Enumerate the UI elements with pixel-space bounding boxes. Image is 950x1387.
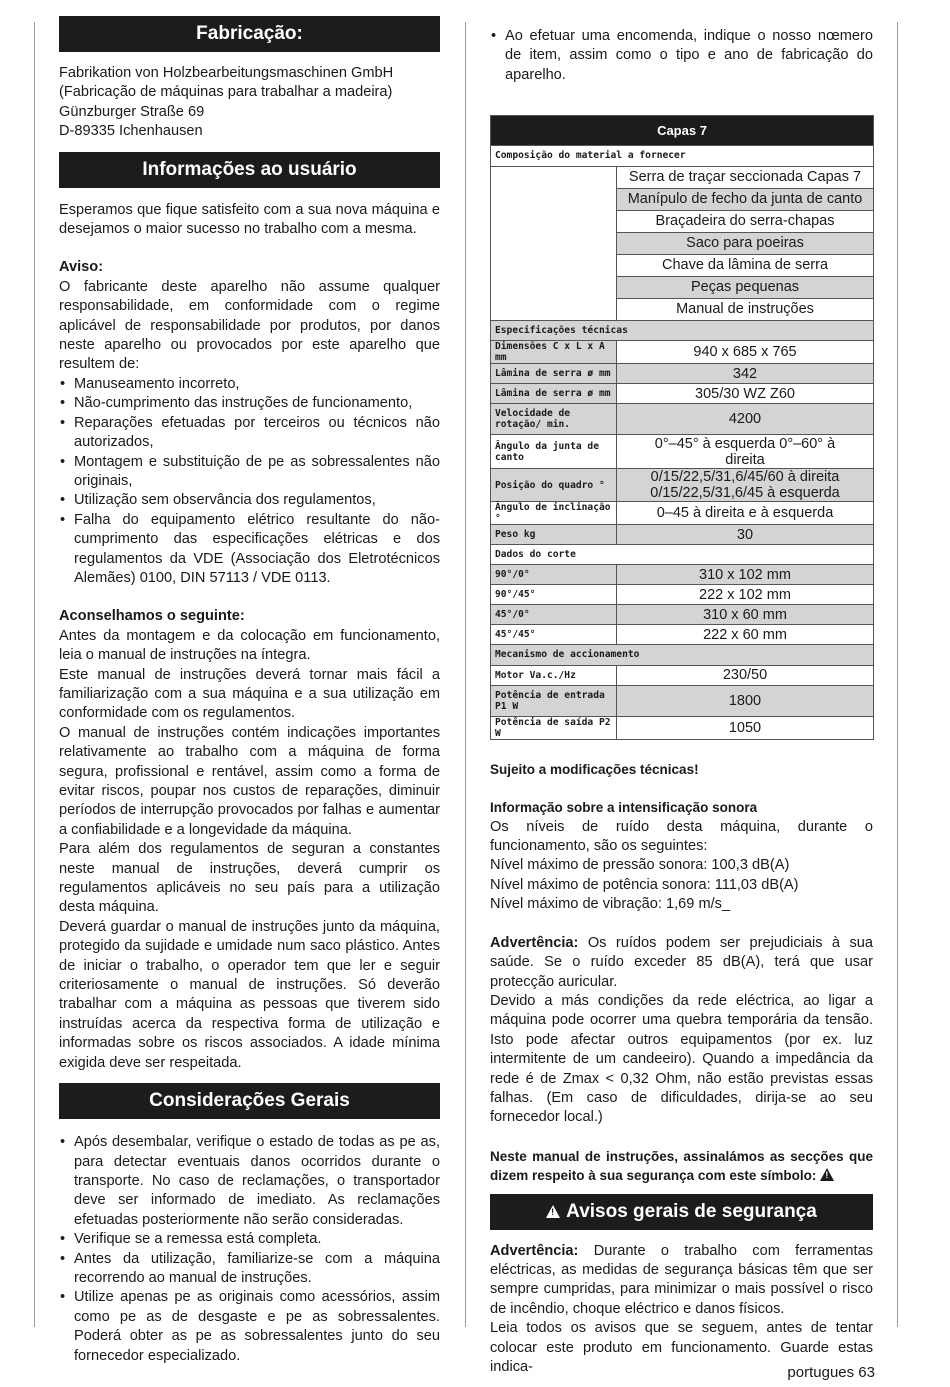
manufacturer-city: D-89335 Ichenhausen [59,123,203,140]
order-note: • Ao efetuar uma encomenda, indique o nosso nœmero de item, assim como o tipo e ano de fabricação do aparelho. [490,27,873,85]
spec-value: 0–45 à direita e à esquerda [617,502,874,525]
aconselhamos-paragraph: O manual de instruções contém indicações importantes relativamente ao trabalho com a máquina de forma segura, profissional e rentável, assim como a forma de evitar riscos, poupar nos custos de reparações, diminuir períodos de interrupção provocados por falhas e aumentar a confiabilidade e a longevidade da máquina. [59,724,440,838]
consideracoes-list [59,1133,440,1366]
spec-table [490,115,874,740]
order-note-list [490,27,873,85]
cut-value: 222 x 60 mm [617,625,874,645]
spec-label: Velocidade de rotação/ min. [491,404,617,435]
right-margin-rule [897,22,898,1327]
list-item: • Verifique se a remessa está completa. [59,1230,440,1249]
spec-label: Posição do quadro ° [491,469,617,502]
voltage-paragraph: Devido a más condições da rede eléctrica, ao ligar a máquina pode ocorrer uma quebra temporária da tensão. Isto pode afectar outros equipamentos (por ex. luz intermitente de um candeeiro). Quando a impedância da rede é de Zmax < 0,32 Ohm, não estão previstas essas falhas. (Em caso de dificuldades, dirija-se ao seu fornecedor local.) [490,992,873,1126]
spec-value: 0°–45° à esquerda 0°–60° à direita [617,435,874,469]
list-item: • Após desembalar, verifique o estado de todas as pe as, para detectar eventuais danos ocorridos durante o transporte. No caso de reclamações, o transportador deve ser informado de imediato. As reclamações efetuadas posteriormente não serão consideradas. [59,1133,440,1230]
spec-value: 30 [617,525,874,545]
advertencia-safety [490,1242,873,1320]
spec-value: 342 [617,364,874,384]
cut-value: 310 x 102 mm [617,565,874,585]
list-item: • Não-cumprimento das instruções de funcionamento, [59,394,440,413]
composition-item: Manípulo de fecho da junta de canto [617,188,874,210]
intro-paragraph: Esperamos que fique satisfeito com a sua nova máquina e desejamos o maior sucesso no trabalho com a mesma. [59,201,440,238]
composition-item: Braçadeira do serra-chapas [617,210,874,232]
drive-header: Mecanismo de accionamento [491,645,874,665]
aconselhamos-paragraph: Deverá guardar o manual de instruções junto da máquina, protegido da sujidade e umidade num saco plástico. Antes de iniciar o trabalho, o operador tem que ler e seguir criteriosamente o manual de instruções. Só deverão trabalhar com a máquina as pessoas que tiverem sido instruídas acerca da respectiva forma de utilização e informadas sobre os riscos associados. A idade mínima exigida deve ser respeitada. [59,918,440,1071]
heading-consideracoes: Considerações Gerais [59,1083,440,1119]
spec-label: Lâmina de serra ø mm [491,364,617,384]
composition-header: Composição do material a fornecer [491,146,874,166]
cut-label: 45°/45° [491,625,617,645]
warning-triangle-icon [546,1205,560,1218]
center-rule [465,22,466,1327]
manufacturer-name: Fabrikation von Holzbearbeitungsmaschinen GmbH (Fabricação de máquinas para trabalhar a madeira) [59,65,394,101]
cut-label: 90°/45° [491,585,617,605]
symbol-note: Neste manual de instruções, assinalámos as secções que dizem respeito à sua segurança com este símbolo: [490,1148,873,1184]
page-footer: portugues 63 [787,1364,875,1381]
aviso-text: O fabricante deste aparelho não assume qualquer responsabilidade, em conformidade com o regime aplicável de responsabilidade por produtos, por danos neste aparelho ou provocados por este aparelho que resultem de: [59,278,440,373]
advertencia-text: Os ruídos podem ser prejudiciais à sua saúde. Se o ruído exceder 85 dB(A), terá que usar protecção auricular. [490,934,873,990]
noise-line: Nível máximo de vibração: 1,69 m/s_ [490,896,731,913]
warning-triangle-icon [820,1168,834,1181]
advertencia-noise [490,934,873,992]
advertencia-label: Advertência: [490,1242,579,1259]
list-item: • Utilização sem observância dos regulamentos, [59,491,440,510]
noise-line: Nível máximo de potência sonora: 111,03 dB(A) [490,876,799,893]
drive-value: 1050 [617,716,874,739]
heading-avisos-seguranca [490,1194,873,1230]
list-item: • Falha do equipamento elétrico resultante do não-cumprimento das especificações elétricas e dos regulamentos da VDE (Associação dos Eletrotécnicos Alemães) 0100, DIN 57113 / VDE 0113. [59,511,440,589]
composition-item: Manual de instruções [617,298,874,320]
list-item: • Montagem e substituição de pe as sobressalentes não originais, [59,453,440,492]
composition-blank [491,166,617,320]
aviso-list [59,375,440,588]
advertencia-label: Advertência: [490,934,579,951]
composition-item: Chave da lâmina de serra [617,254,874,276]
spec-value: 4200 [617,404,874,435]
composition-item: Peças pequenas [617,276,874,298]
aviso-title: Aviso: [59,259,104,276]
aconselhamos-paragraph: Este manual de instruções deverá tornar mais fácil a familiarização com a sua máquina e a sua utilização em conformidade com os regulamentos. [59,666,440,722]
spec-label: Ângulo da junta de canto [491,435,617,469]
list-item: • Reparações efetuadas por terceiros ou técnicos não autorizados, [59,414,440,453]
list-item: • Utilize apenas pe as originais como acessórios, assim como pe as de desgaste e pe as sobressalentes. Poderá obter as pe as sobressalentes junto do seu fornecedor especializado. [59,1288,440,1366]
composition-item: Serra de traçar seccionada Capas 7 [617,166,874,188]
spec-label: Ângulo de inclinação ° [491,502,617,525]
spec-label: Lâmina de serra ø mm [491,384,617,404]
drive-value: 1800 [617,685,874,716]
read-warnings-paragraph: Leia todos os avisos que se seguem, antes de tentar colocar este produto em funcionamento. Guarde estas indica- [490,1320,873,1375]
cut-header: Dados do corte [491,545,874,565]
spec-value: 305/30 WZ Z60 [617,384,874,404]
cut-value: 310 x 60 mm [617,605,874,625]
spec-label: Peso kg [491,525,617,545]
spec-table-title: Capas 7 [491,116,874,146]
aconselhamos-paragraph: Antes da montagem e da colocação em funcionamento, leia o manual de instruções na íntegra. [59,627,440,664]
list-item: • Manuseamento incorreto, [59,375,440,394]
spec-value: 0/15/22,5/31,6/45/60 à direita 0/15/22,5/31,6/45 à esquerda [617,469,874,502]
composition-item: Saco para poeiras [617,232,874,254]
cut-value: 222 x 102 mm [617,585,874,605]
right-column [490,27,873,1377]
cut-label: 90°/0° [491,565,617,585]
spec-label: Dimensões C x L x A mm [491,341,617,364]
drive-value: 230/50 [617,665,874,685]
noise-line: Nível máximo de pressão sonora: 100,3 dB(A) [490,857,790,874]
cut-label: 45°/0° [491,605,617,625]
manufacturer-street: Günzburger Straße 69 [59,103,205,120]
advertencia-text: Durante o trabalho com ferramentas eléctricas, as medidas de segurança básicas têm que ser sempre cumpridas, para minimizar o mais possível o risco de incêndio, choque eléctrico e danos físicos. [490,1242,873,1317]
symbol-note-paragraph [490,1147,873,1186]
noise-line: Os níveis de ruído desta máquina, durante o funcionamento, são os seguintes: [490,818,873,855]
heading-informacoes: Informações ao usuário [59,152,440,188]
left-column [59,16,440,1366]
noise-title: Informação sobre a intensificação sonora [490,800,758,816]
drive-label: Potência de saída P2 W [491,716,617,739]
left-margin-rule [34,22,35,1327]
aconselhamos-title: Aconselhamos o seguinte: [59,608,245,625]
spec-value: 940 x 685 x 765 [617,341,874,364]
aconselhamos-paragraph: Para além dos regulamentos de seguran a constantes neste manual de instruções, deverá cumprir os regulamentos aplicáveis no seu país para a utilização desta máquina. [59,841,440,916]
drive-label: Motor Va.c./Hz [491,665,617,685]
heading-avisos-text: Avisos gerais de segurança [566,1200,817,1222]
heading-fabricacao: Fabricação: [59,16,440,52]
drive-label: Potência de entrada P1 W [491,685,617,716]
technical-changes-note: Sujeito a modificações técnicas! [490,761,699,777]
spec-header: Especificações técnicas [491,320,874,340]
list-item: • Antes da utilização, familiarize-se com a máquina recorrendo ao manual de instruções. [59,1250,440,1289]
